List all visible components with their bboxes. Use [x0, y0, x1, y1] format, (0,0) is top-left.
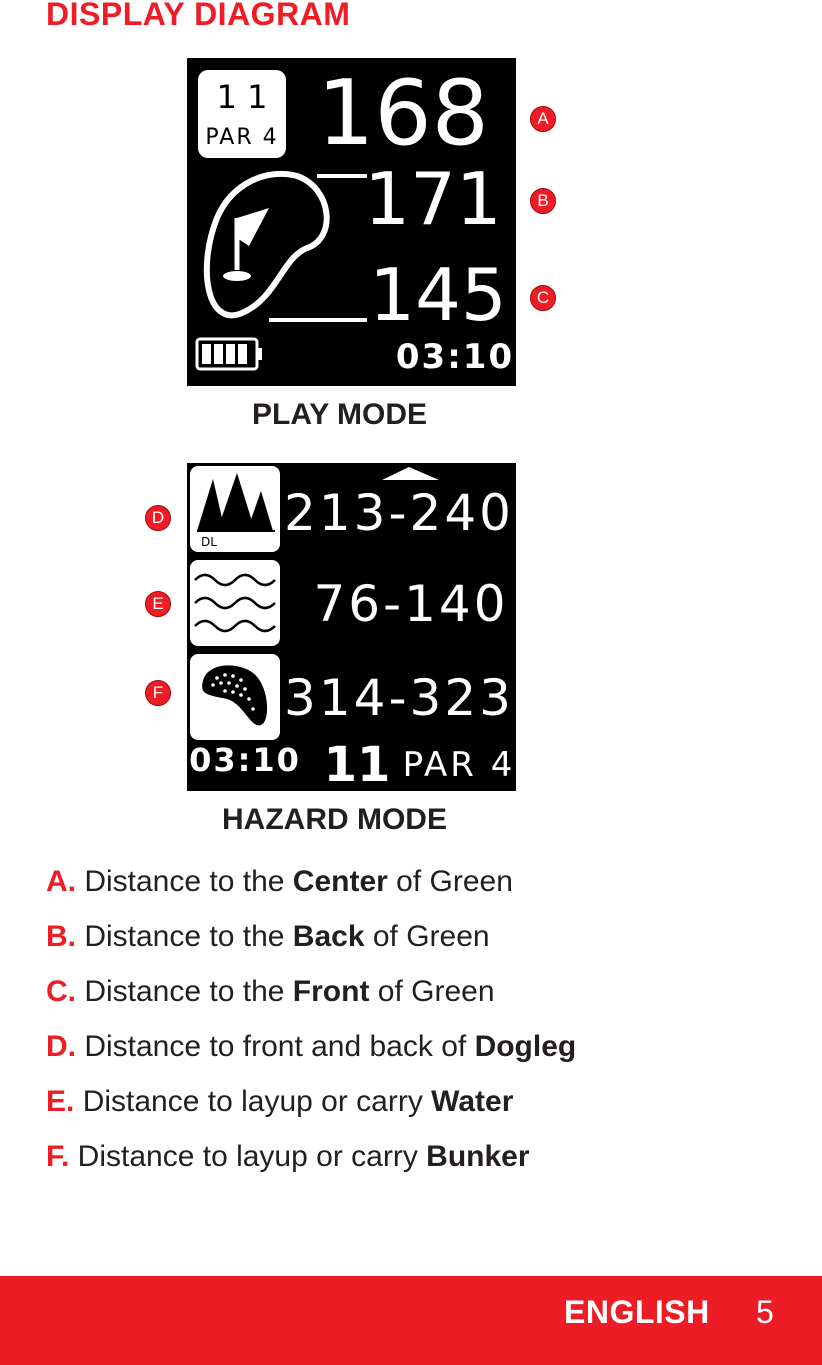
dogleg-tag: DL — [201, 535, 217, 549]
hazard-par-label: PAR 4 — [402, 745, 516, 785]
dogleg-trees-icon — [190, 466, 280, 552]
marker-a: A — [530, 106, 556, 132]
legend-item: D. Distance to front and back of Dogleg — [46, 1030, 577, 1063]
dogleg-distance: 213-240 — [284, 484, 514, 542]
legend-item: F. Distance to layup or carry Bunker — [46, 1140, 530, 1173]
direction-indicator — [382, 467, 439, 480]
footer-language: ENGLISH — [564, 1294, 710, 1330]
hazard-mode-screen — [187, 463, 516, 791]
page-number: 5 — [756, 1294, 774, 1330]
water-waves-icon — [190, 560, 280, 646]
marker-c: C — [530, 285, 556, 311]
battery-icon — [197, 339, 262, 369]
legend-item: C. Distance to the Front of Green — [46, 975, 495, 1008]
play-mode-screen — [187, 58, 516, 386]
bunker-distance: 314-323 — [284, 669, 514, 727]
footer-bar — [0, 1276, 822, 1365]
legend-item: B. Distance to the Back of Green — [46, 920, 490, 953]
page-title: DISPLAY DIAGRAM — [46, 0, 351, 32]
legend-item: E. Distance to layup or carry Water — [46, 1085, 514, 1118]
hazard-hole-number: 11 — [323, 737, 391, 791]
back-distance: 171 — [364, 157, 502, 241]
play-mode-display — [187, 58, 516, 386]
hole-number: 1 1 — [216, 78, 268, 116]
marker-f: F — [145, 680, 171, 706]
marker-b: B — [530, 188, 556, 214]
green-flag-icon — [207, 174, 327, 315]
hazard-mode-display — [187, 463, 516, 791]
play-mode-label: PLAY MODE — [252, 398, 428, 431]
water-distance: 76-140 — [313, 575, 509, 633]
hazard-time: 03:10 — [189, 741, 301, 779]
marker-d: D — [145, 505, 171, 531]
center-distance: 168 — [317, 61, 489, 166]
legend-list — [46, 865, 576, 1195]
par-label: PAR 4 — [205, 125, 279, 150]
hazard-mode-label: HAZARD MODE — [222, 803, 447, 836]
bunker-icon — [190, 654, 280, 740]
play-time: 03:10 — [395, 337, 515, 377]
marker-e: E — [145, 591, 171, 617]
front-distance: 145 — [369, 253, 507, 337]
legend-item: A. Distance to the Center of Green — [46, 865, 513, 898]
